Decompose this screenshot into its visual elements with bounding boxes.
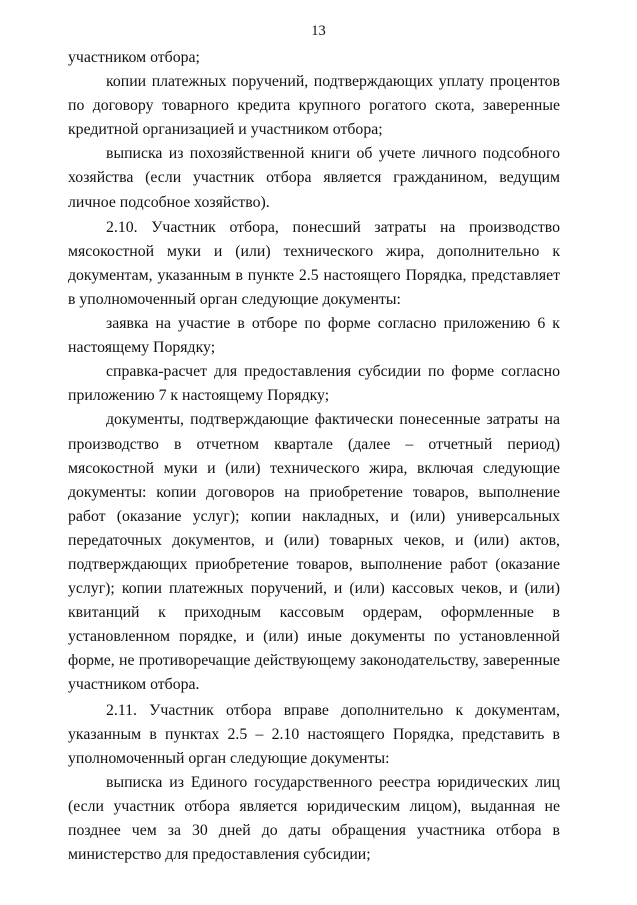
paragraph-calculation-certificate: справка-расчет для предоставления субсидии по форме согласно приложению 7 к настоящему Порядку;	[68, 363, 560, 405]
paragraph-payment-orders: копии платежных поручений, подтверждающих уплату процентов по договору товарного кредита крупного рогатого скота, заверенные кредитной организацией и участником отбора;	[68, 73, 560, 139]
paragraph-application: заявка на участие в отборе по форме согласно приложению 6 к настоящему Порядку;	[68, 315, 560, 357]
paragraph-continuation: участником отбора;	[68, 49, 200, 66]
paragraph-clause-2-10: 2.10. Участник отбора, понесший затраты на производство мясокостной муки и (или) технического жира, дополнительно к документам, указанным в пункте 2.5 настоящего Порядка, представляет в уполномоченный орган следующие документы:	[68, 218, 560, 308]
paragraph-clause-2-11: 2.11. Участник отбора вправе дополнительно к документам, указанным в пунктах 2.5 – 2.10 настоящего Порядка, представить в уполномоченный орган следующие документы:	[68, 701, 560, 767]
paragraph-egrul-extract: выписка из Единого государственного реестра юридических лиц (если участник отбора является юридическим лицом), выданная не позднее чем за 30 дней до даты обращения участника отбора в министерство для предоставления субсидии;	[68, 773, 560, 864]
paragraph-household-book-extract: выписка из похозяйственной книги об учете личного подсобного хозяйства (если участник отбора является гражданином, ведущим личное подсобное хозяйство).	[68, 145, 560, 211]
paragraph-cost-documents: документы, подтверждающие фактически понесенные затраты на производство в отчетном квартале (далее – отчетный период) мясокостной муки и (или) технического жира, включая следующие документы: копии договоров на приобретение товаров, выполнение работ (оказание услуг); копии накладных, и (или) универсальных передаточных документов, и (или) товарных чеков, и (или) актов, подтверждающих приобретение товаров, выполнение работ (оказание услуг); копии платежных поручений, и (или) кассовых чеков, и (или) квитанций к приходным кассовым ордерам, оформленные в установленном порядке, и (или) иные документы по установленной форме, не противоречащие действующему законодательству, заверенные участником отбора.	[68, 411, 560, 694]
document-body	[68, 46, 560, 867]
page-number: 13	[311, 23, 326, 39]
